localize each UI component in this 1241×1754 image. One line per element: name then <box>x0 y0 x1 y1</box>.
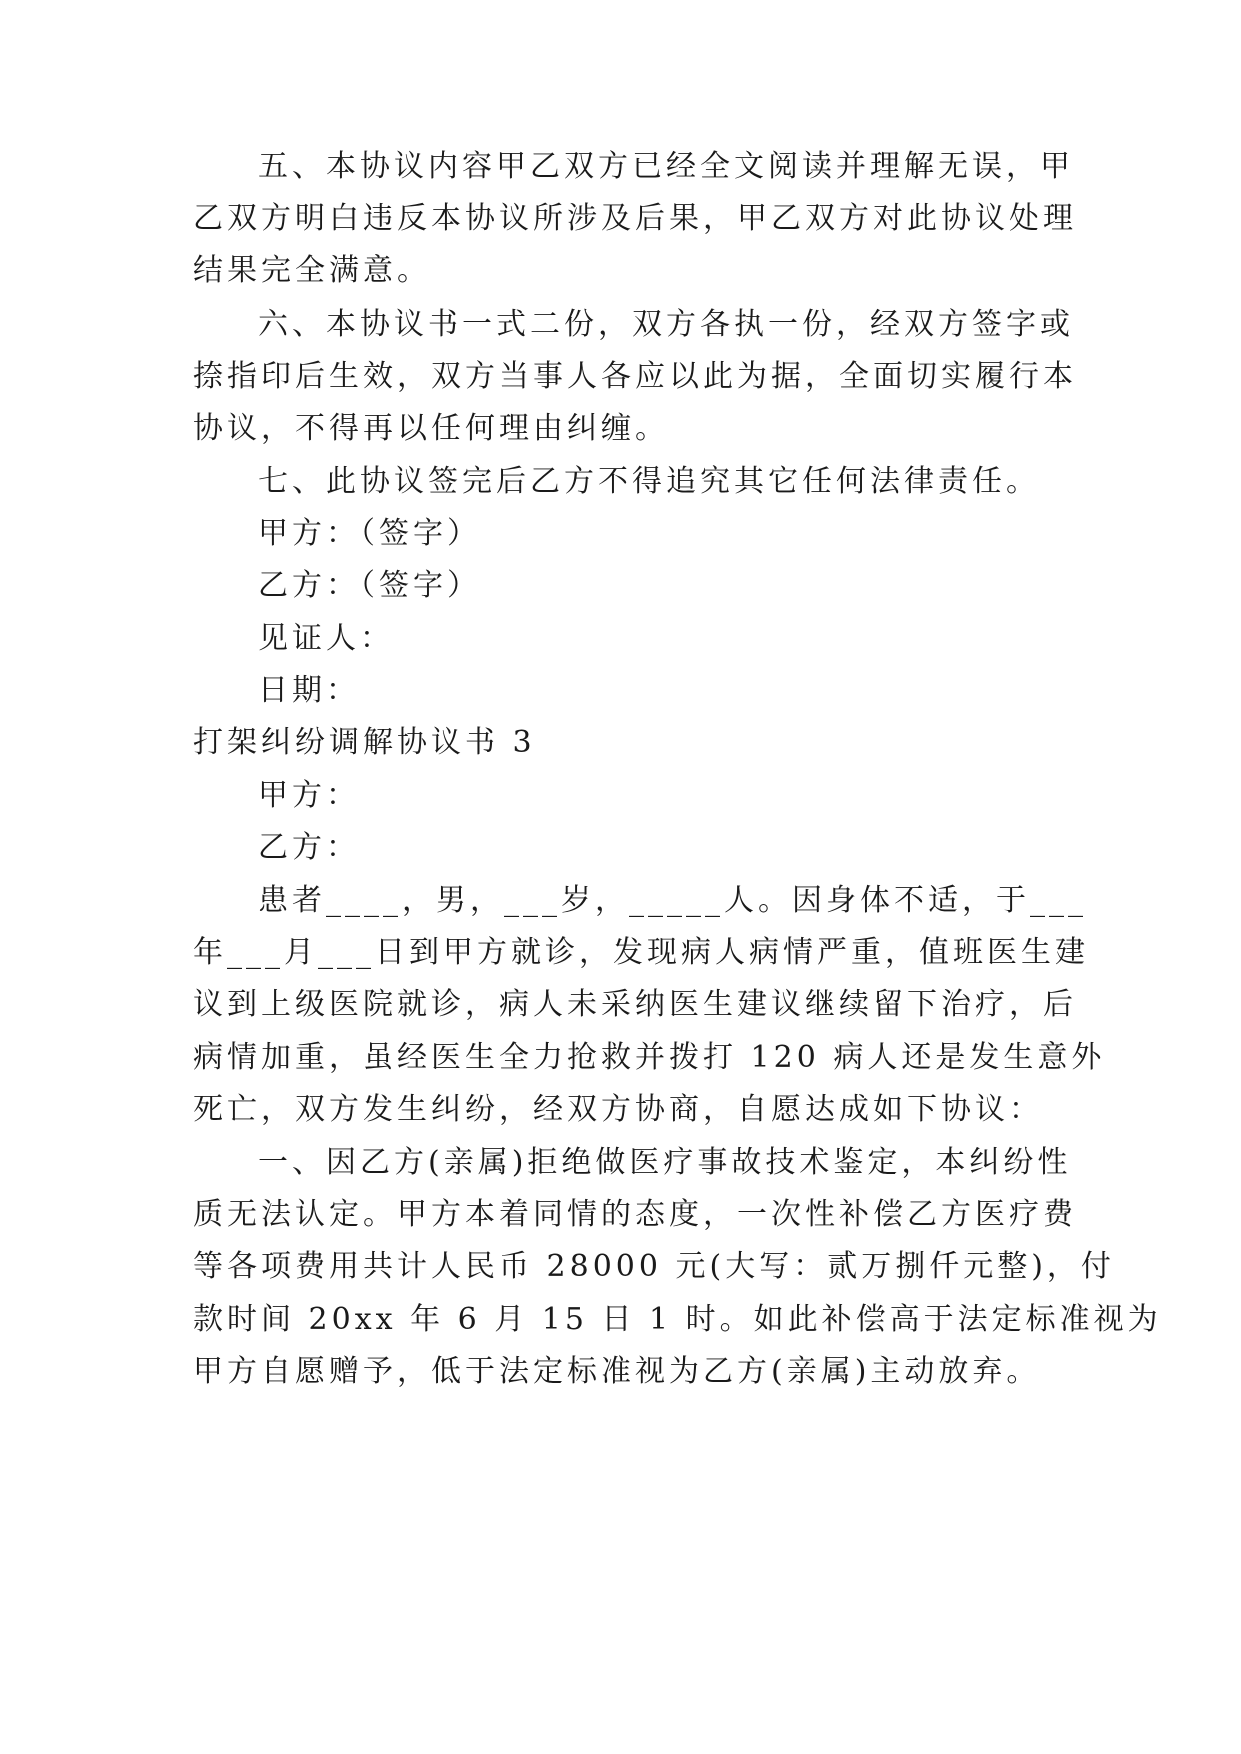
clause1-line-5: 甲方自愿赠予，低于法定标准视为乙方(亲属)主动放弃。 <box>193 1354 1041 1389</box>
intro-line-1: 患者____，男，___岁，_____人。因身体不适，于___ <box>258 883 1087 918</box>
clause1-line-2: 质无法认定。甲方本着同情的态度，一次性补偿乙方医疗费 <box>193 1197 1077 1232</box>
signature-party-b: 乙方：（签字） <box>258 568 481 603</box>
intro-line-2: 年___月___日到甲方就诊，发现病人病情严重，值班医生建 <box>193 935 1089 970</box>
intro-line-5: 死亡，双方发生纠纷，经双方协商，自愿达成如下协议： <box>193 1092 1043 1127</box>
date-line: 日期： <box>258 673 360 708</box>
section6-line-2: 捺指印后生效，双方当事人各应以此为据，全面切实履行本 <box>193 359 1077 394</box>
section7-line: 七、此协议签完后乙方不得追究其它任何法律责任。 <box>258 464 1040 499</box>
agreement-3-title: 打架纠纷调解协议书 3 <box>193 725 536 760</box>
section6-line-1: 六、本协议书一式二份，双方各执一份，经双方签字或 <box>258 307 1074 342</box>
clause1-line-1: 一、因乙方(亲属)拒绝做医疗事故技术鉴定，本纠纷性 <box>258 1145 1072 1180</box>
witness-line: 见证人： <box>258 621 394 656</box>
section5-line-2: 乙双方明白违反本协议所涉及后果，甲乙双方对此协议处理 <box>193 201 1077 236</box>
section5-line-3: 结果完全满意。 <box>193 253 431 288</box>
party-a-line: 甲方： <box>258 778 360 813</box>
intro-line-3: 议到上级医院就诊，病人未采纳医生建议继续留下治疗，后 <box>193 987 1077 1022</box>
party-b-line: 乙方： <box>258 830 360 865</box>
clause1-line-4: 款时间 20xx 年 6 月 15 日 1 时。如此补偿高于法定标准视为 <box>193 1302 1162 1337</box>
signature-party-a: 甲方：（签字） <box>258 516 481 551</box>
section6-line-3: 协议，不得再以任何理由纠缠。 <box>193 411 669 446</box>
intro-line-4: 病情加重，虽经医生全力抢救并拨打 120 病人还是发生意外 <box>193 1040 1106 1075</box>
clause1-line-3: 等各项费用共计人民币 28000 元(大写：贰万捌仟元整)，付 <box>193 1249 1115 1284</box>
section5-line-1: 五、本协议内容甲乙双方已经全文阅读并理解无误，甲 <box>258 149 1074 184</box>
